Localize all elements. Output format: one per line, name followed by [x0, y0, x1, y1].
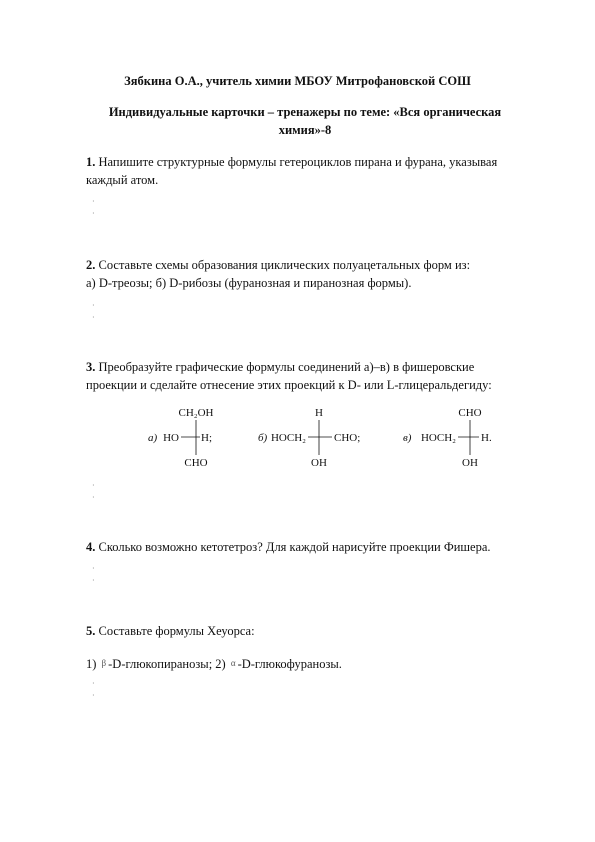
task-number: 1. — [86, 155, 96, 169]
formula-label: а) — [148, 432, 158, 444]
formula-right: H; — [201, 432, 212, 444]
formula-top: H — [315, 407, 323, 419]
task-text-line2: а) D-треозы; б) D-рибозы (фуранозная и пиранозная формы). — [86, 276, 412, 290]
task-5 — [86, 622, 526, 640]
answer-space: · · — [92, 481, 95, 502]
task-text: Преобразуйте графические формулы соединений а)–в) в фишеровские проекции и сделайте отнесение этих проекций к D- или L-глицеральдегиду: — [86, 360, 492, 392]
task-text: Сколько возможно кетотетроз? Для каждой нарисуйте проекции Фишера. — [98, 540, 491, 554]
author-line: Зябкина О.А., учитель химии МБОУ Митрофановской СОШ — [124, 74, 471, 88]
formula-bottom: CHO — [184, 457, 208, 469]
formula-label: в) — [403, 432, 412, 444]
task-text-line1: Составьте схемы образования циклических полуацетальных форм из: — [98, 258, 471, 272]
formula-left: HO — [163, 432, 179, 444]
task-number: 2. — [86, 258, 96, 272]
formula-c — [403, 407, 492, 469]
task-text: Составьте формулы Хеуорса: — [98, 624, 255, 638]
task-3 — [86, 358, 526, 394]
answer-space: · · — [92, 301, 95, 322]
alpha-symbol: α — [230, 658, 236, 668]
formula-right: CHO; — [334, 432, 361, 444]
document-title: Индивидуальные карточки – тренажеры по теме: «Вся органическая химия»-8 — [108, 105, 502, 137]
task-text: Напишите структурные формулы гетероциклов пирана и фурана, указывая каждый атом. — [86, 155, 498, 187]
formula-right: H. — [481, 432, 492, 444]
task-number: 3. — [86, 360, 96, 374]
answer-space: · · — [92, 679, 95, 700]
formula-label: б) — [258, 432, 268, 444]
fischer-formulas — [0, 400, 595, 475]
formula-bottom: OH — [311, 457, 327, 469]
formula-left: HOCH₂ — [420, 432, 456, 444]
answer-space: · · — [92, 564, 95, 585]
formula-bottom: OH — [462, 457, 478, 469]
task-5-items: 1) β -D-глюкопиранозы; 2) α -D-глюкофуранозы. — [86, 657, 342, 671]
formula-top: CHO — [458, 407, 482, 419]
task-2 — [86, 256, 526, 292]
beta-symbol: β — [101, 658, 107, 668]
task-4 — [86, 538, 526, 556]
task-number: 5. — [86, 624, 96, 638]
answer-space: · · — [92, 197, 95, 218]
task-number: 4. — [86, 540, 96, 554]
formula-left: HOCH₂ — [270, 432, 306, 444]
formula-top: CH₂OH — [178, 407, 214, 419]
formula-a — [148, 407, 214, 469]
task-1 — [86, 153, 526, 189]
formula-b — [258, 407, 360, 469]
